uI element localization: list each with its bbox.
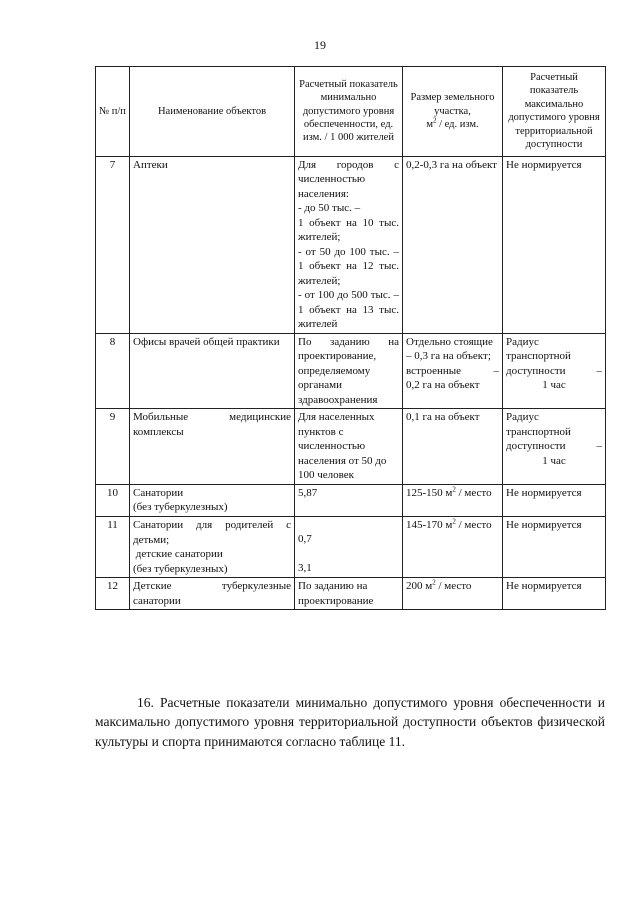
row-max-norm <box>503 409 606 485</box>
row-max-norm: Не нормируется <box>503 517 606 578</box>
row-land-size <box>403 517 503 578</box>
row-max-norm: Не нормируется <box>503 578 606 610</box>
row-num: 9 <box>96 409 130 485</box>
header-name: Наименование объектов <box>130 67 295 157</box>
row-max-norm <box>503 333 606 409</box>
land-unit-rest: / место <box>455 519 492 531</box>
table-row <box>96 517 606 578</box>
access-line: доступности – <box>506 364 602 377</box>
row-min-norm: 5,87 <box>295 484 403 516</box>
row-min-norm: По заданию на проектирование <box>295 578 403 610</box>
norm-line: - от 50 до 100 тыс. – 1 объект на 12 тыс. жителей; <box>298 245 399 287</box>
norm-line: 1 объект на 10 тыс. жителей; <box>298 216 399 244</box>
name-line: детские санатории <box>133 548 223 561</box>
table-row <box>96 333 606 409</box>
norm-value-parents: 0,7 <box>298 533 312 545</box>
row-min-norm <box>295 517 403 578</box>
row-name: Аптеки <box>130 156 295 333</box>
norm-line: Для городов с численностью населения: <box>298 158 399 200</box>
name-line: Санатории <box>133 486 184 499</box>
row-name: Мобильные медицинские комплексы <box>130 409 295 485</box>
table-row <box>96 578 606 610</box>
norm-spacer <box>298 547 399 561</box>
row-land-size <box>403 333 503 409</box>
row-land-size <box>403 578 503 610</box>
land-unit-sup: 2 <box>452 517 456 526</box>
row-num: 7 <box>96 156 130 333</box>
norm-line: - до 50 тыс. – <box>298 202 361 215</box>
row-name <box>130 517 295 578</box>
norm-value-children: 3,1 <box>298 561 312 574</box>
row-min-norm <box>295 156 403 333</box>
header-num: № п/п <box>96 67 130 157</box>
access-line: Радиус транспортной <box>506 335 571 363</box>
row-num: 10 <box>96 484 130 516</box>
row-land-size <box>403 484 503 516</box>
row-num: 8 <box>96 333 130 409</box>
row-min-norm: Для населенных пунктов с численностью населения от 50 до 100 человек <box>295 409 403 485</box>
access-line: 1 час <box>542 379 566 392</box>
row-name: Офисы врачей общей практики <box>130 333 295 409</box>
norm-spacer <box>298 518 399 532</box>
header-land-unit-sup: 2 <box>432 116 437 125</box>
land-unit-sup: 2 <box>452 485 456 494</box>
row-land-size: 0,1 га на объект <box>403 409 503 485</box>
row-name: Детские туберкулезные санатории <box>130 578 295 610</box>
land-value: 145-170 м <box>406 519 453 531</box>
row-num: 11 <box>96 517 130 578</box>
row-num: 12 <box>96 578 130 610</box>
land-value: 125-150 м <box>406 486 453 499</box>
header-min-norm: Расчетный показатель минимально допустимого уровня обеспеченности, ед. изм. / 1 000 жителей <box>295 67 403 157</box>
table-row <box>96 409 606 485</box>
header-land-unit: м <box>426 119 433 131</box>
header-land-size-text: Размер земельного участка, <box>410 92 495 117</box>
land-value: 200 м <box>406 580 433 593</box>
land-unit-rest: / место <box>455 486 492 499</box>
land-unit-rest: / место <box>435 580 472 593</box>
row-max-norm: Не нормируется <box>503 484 606 516</box>
norm-line: - от 100 до 500 тыс. – 1 объект на 13 тыс. жителей <box>298 289 399 331</box>
body-paragraph: 16. Расчетные показатели минимально допустимого уровня обеспеченности и максимально допустимого уровня территориальной доступности объектов физической культуры и спорта принимаются согласно таблице 11. <box>95 694 605 749</box>
header-land-unit-rest: / ед. изм. <box>436 119 479 131</box>
name-line: Санатории для родителей с детьми; <box>133 519 291 546</box>
access-line: 1 час <box>542 454 566 467</box>
standards-table <box>95 66 606 610</box>
land-line: Отдельно стоящие – 0,3 га на объект; <box>406 335 493 363</box>
name-line: (без туберкулезных) <box>133 501 228 514</box>
table-row <box>96 156 606 333</box>
row-name <box>130 484 295 516</box>
name-line: (без туберкулезных) <box>133 562 228 575</box>
table-row <box>96 484 606 516</box>
land-line: встроенные – <box>406 364 499 377</box>
land-unit-sup: 2 <box>432 578 436 587</box>
land-line: 0,2 га на объект <box>406 379 480 392</box>
row-min-norm: По заданию на проектирование, определяемому органами здравоохранения <box>295 333 403 409</box>
header-max-norm: Расчетный показатель максимально допустимого уровня территориальной доступности <box>503 67 606 157</box>
access-line: Радиус транспортной <box>506 411 571 438</box>
page-number: 19 <box>314 38 326 52</box>
row-max-norm: Не нормируется <box>503 156 606 333</box>
table-header-row <box>96 67 606 157</box>
row-land-size: 0,2-0,3 га на объект <box>403 156 503 333</box>
access-line: доступности – <box>506 440 602 453</box>
header-land-size <box>403 67 503 157</box>
